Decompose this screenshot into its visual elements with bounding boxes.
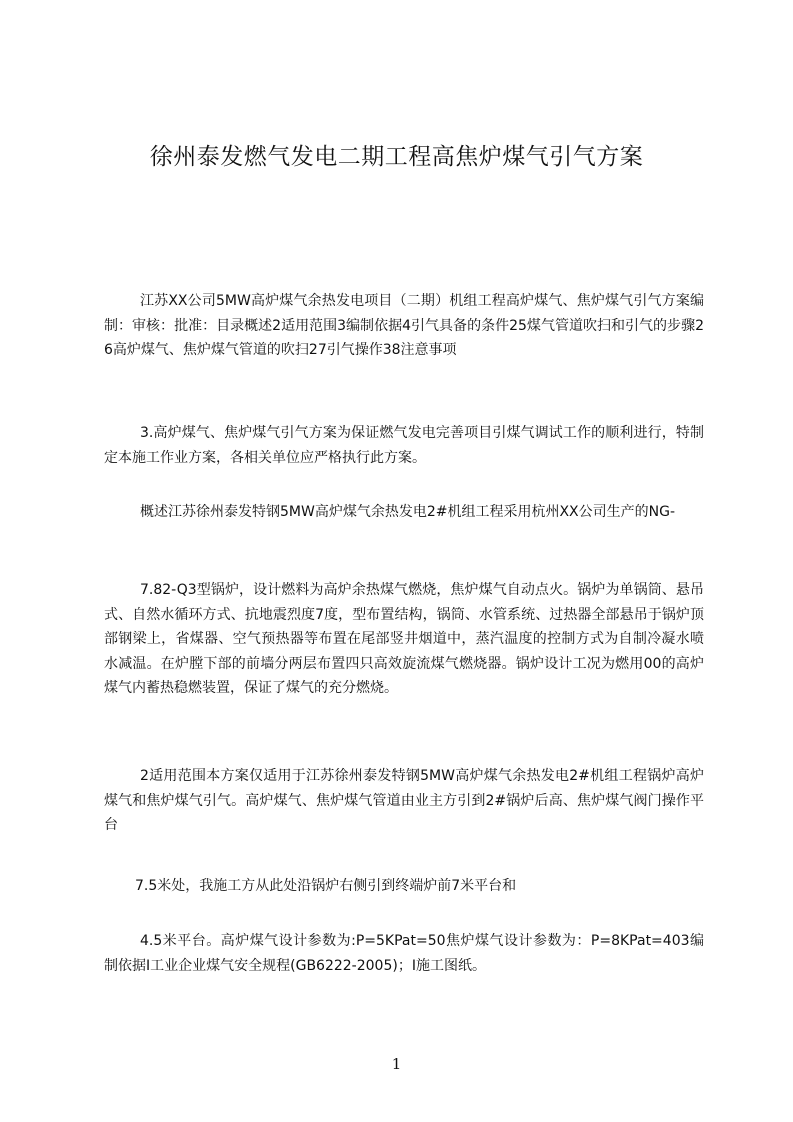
paragraph-parameters: 4.5米平台。高炉煤气设计参数为:P=5KPat=50焦炉煤气设计参数为：P=8KPat=403编制依据Ⅰ工业企业煤气安全规程(GB6222-2005)；Ⅰ施工图纸。 xyxy=(104,933,704,974)
paragraph-table-of-contents: 江苏XX公司5MW高炉煤气余热发电项目（二期）机组工程高炉煤气、焦炉煤气引气方案编制：审核：批准：目录概述2适用范围3编制依据4引气具备的条件25煤气管道吹扫和引气的步骤26高炉煤气、焦炉煤气管道的吹扫27引气操作38注意事项 xyxy=(104,293,704,358)
document-title: 徐州泰发燃气发电二期工程高焦炉煤气引气方案 xyxy=(149,144,644,170)
paragraph-scope: 2适用范围本方案仅适用于江苏徐州泰发特钢5MW高炉煤气余热发电2#机组工程锅炉高炉煤气和焦炉煤气引气。高炉煤气、焦炉煤气管道由业主方引到2#锅炉后高、焦炉煤气阀门操作平台 xyxy=(104,768,704,833)
paragraph-boiler-description: 7.82-Q3型锅炉，设计燃料为高炉余热煤气燃烧，焦炉煤气自动点火。锅炉为单锅筒、悬吊式、自然水循环方式、抗地震烈度7度，型布置结构，锅筒、水管系统、过热器全部悬吊于锅炉顶部钢梁上，省煤器、空气预热器等布置在尾部竖井烟道中，蒸汽温度的控制方式为自制冷凝水喷水减温。在炉膛下部的前墙分两层布置四只高效旋流煤气燃烧器。锅炉设计工况为燃用00的高炉煤气内蓄热稳燃装置，保证了煤气的充分燃烧。 xyxy=(104,582,704,696)
paragraph-overview: 概述江苏徐州泰发特钢5MW高炉煤气余热发电2#机组工程采用杭州XX公司生产的NG- xyxy=(140,504,676,520)
paragraph-purpose: 3.高炉煤气、焦炉煤气引气方案为保证燃气发电完善项目引煤气调试工作的顺利进行，特制定本施工作业方案，各相关单位应严格执行此方案。 xyxy=(104,425,704,466)
paragraph-routing: 7.5米处，我施工方从此处沿锅炉右侧引到终端炉前7米平台和 xyxy=(135,878,517,894)
page-number: 1 xyxy=(391,1055,402,1073)
